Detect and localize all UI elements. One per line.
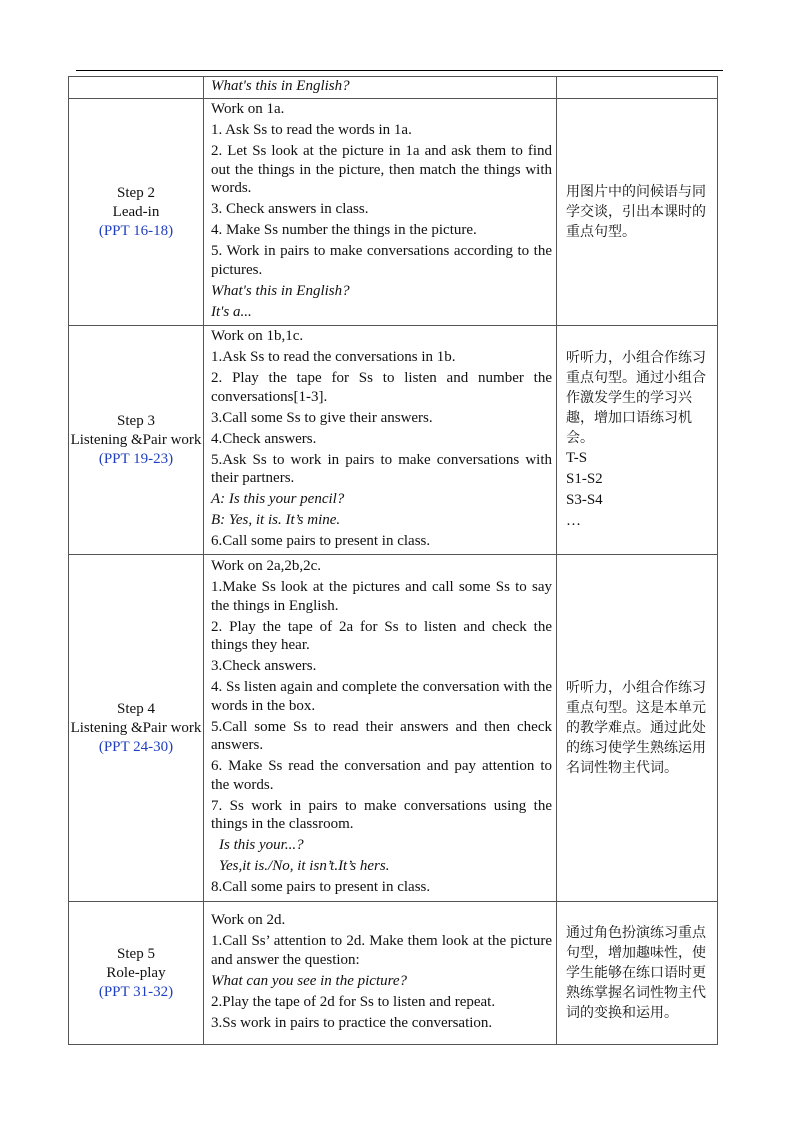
procedure-line: 3. Check answers in class.	[211, 201, 369, 218]
note-extra-line: S1-S2	[566, 471, 603, 487]
procedure-line: 3.Call some Ss to give their answers.	[211, 409, 433, 426]
note-text: 听听力，小组合作练习重点句型。通过小组合作激发学生的学习兴趣，增加口语练习机会。	[566, 350, 706, 446]
note-cell	[557, 902, 718, 1045]
procedure-line: 4.Check answers.	[211, 430, 317, 447]
procedure-line: It's a...	[211, 303, 252, 320]
procedure-cell	[204, 555, 557, 902]
procedure-cell	[204, 99, 557, 326]
table-row-step	[69, 326, 718, 555]
step-cell	[69, 555, 204, 902]
ppt-range: (PPT 24-30)	[98, 738, 174, 755]
step-number: Step 2	[117, 184, 155, 201]
table-row-step	[69, 902, 718, 1045]
procedure-cell	[204, 902, 557, 1045]
procedure-line: 5.Call some Ss to read their answers and then check answers.	[211, 718, 552, 753]
procedure-cell	[204, 77, 557, 99]
procedure-cell	[204, 326, 557, 555]
procedure-line: Yes,it is./No, it isn’t.It’s hers.	[219, 858, 390, 874]
procedure-line: 1.Ask Ss to read the conversations in 1b.	[211, 349, 456, 365]
procedure-line: 4. Ss listen again and complete the conversation with the words in the box.	[211, 679, 552, 714]
procedure-line: 1.Make Ss look at the pictures and call some Ss to say the things in English.	[211, 579, 552, 614]
lesson-plan-table	[68, 76, 718, 1045]
step-number: Step 3	[117, 412, 155, 429]
step-cell-empty	[69, 77, 204, 99]
step-number: Step 5	[117, 945, 155, 962]
procedure-line: 2.Play the tape of 2d for Ss to listen and repeat.	[211, 993, 496, 1010]
table-row-continuation	[69, 77, 718, 99]
table-row-step	[69, 555, 718, 902]
ppt-range: (PPT 16-18)	[98, 222, 174, 239]
page-top-rule	[76, 70, 723, 71]
step-cell	[69, 326, 204, 555]
procedure-line: 5. Work in pairs to make conversations according to the pictures.	[211, 243, 552, 278]
procedure-line: 4. Make Ss number the things in the picture.	[211, 222, 477, 239]
step-cell	[69, 902, 204, 1045]
note-text: 通过角色扮演练习重点句型，增加趣味性，使学生能够在练口语时更熟练掌握名词性物主代词的变换和运用。	[566, 925, 706, 1021]
procedure-line: Is this your...?	[219, 837, 304, 853]
procedure-line: 3.Ss work in pairs to practice the conversation.	[211, 1014, 493, 1031]
step-name: Listening &Pair work	[70, 431, 202, 448]
procedure-line: A: Is this your pencil?	[211, 491, 345, 507]
step-name: Role-play	[106, 964, 166, 981]
procedure-line: B: Yes, it is. It’s mine.	[211, 512, 341, 528]
procedure-line: What's this in English?	[211, 78, 350, 94]
procedure-line: Work on 2a,2b,2c.	[211, 558, 322, 574]
step-name: Listening &Pair work	[70, 719, 202, 736]
step-number: Step 4	[117, 700, 155, 717]
procedure-line: 5.Ask Ss to work in pairs to make conversations with their partners.	[211, 451, 552, 486]
note-extra-line: …	[566, 513, 581, 529]
procedure-line: 1. Ask Ss to read the words in 1a.	[211, 122, 412, 139]
procedure-line: 2. Let Ss look at the picture in 1a and ask them to find out the things in the picture, then match the things with words.	[211, 143, 552, 197]
note-cell	[557, 99, 718, 326]
procedure-line: 6.Call some pairs to present in class.	[211, 533, 431, 549]
procedure-line: Work on 1b,1c.	[211, 328, 304, 344]
step-name: Lead-in	[112, 203, 160, 220]
note-text: 听听力，小组合作练习重点句型。这是本单元的教学难点。通过此处的练习使学生熟练运用名词性物主代词。	[566, 680, 706, 776]
procedure-line: What's this in English?	[211, 282, 350, 299]
ppt-range: (PPT 31-32)	[98, 983, 174, 1000]
procedure-line: 1.Call Ss’ attention to 2d. Make them look at the picture and answer the question:	[211, 933, 552, 968]
note-cell	[557, 326, 718, 555]
note-extra-line: T-S	[566, 450, 588, 466]
procedure-line: 3.Check answers.	[211, 658, 317, 674]
procedure-line: Work on 1a.	[211, 101, 285, 118]
table-row-step	[69, 99, 718, 326]
note-cell	[557, 555, 718, 902]
procedure-line: 8.Call some pairs to present in class.	[211, 879, 431, 895]
ppt-range: (PPT 19-23)	[98, 450, 174, 467]
procedure-line: 2. Play the tape of 2a for Ss to listen and check the things they hear.	[211, 618, 552, 653]
procedure-line: What can you see in the picture?	[211, 972, 408, 989]
step-cell	[69, 99, 204, 326]
procedure-line: 6. Make Ss read the conversation and pay attention to the words.	[211, 758, 552, 793]
note-extra-line: S3-S4	[566, 492, 603, 508]
note-text: 用图片中的问候语与同学交谈，引出本课时的重点句型。	[566, 184, 706, 240]
procedure-line: 7. Ss work in pairs to make conversations using the things in the classroom.	[211, 797, 552, 832]
procedure-line: Work on 2d.	[211, 912, 286, 929]
procedure-line: 2. Play the tape for Ss to listen and number the conversations[1-3].	[211, 370, 552, 405]
note-cell-empty	[557, 77, 718, 99]
